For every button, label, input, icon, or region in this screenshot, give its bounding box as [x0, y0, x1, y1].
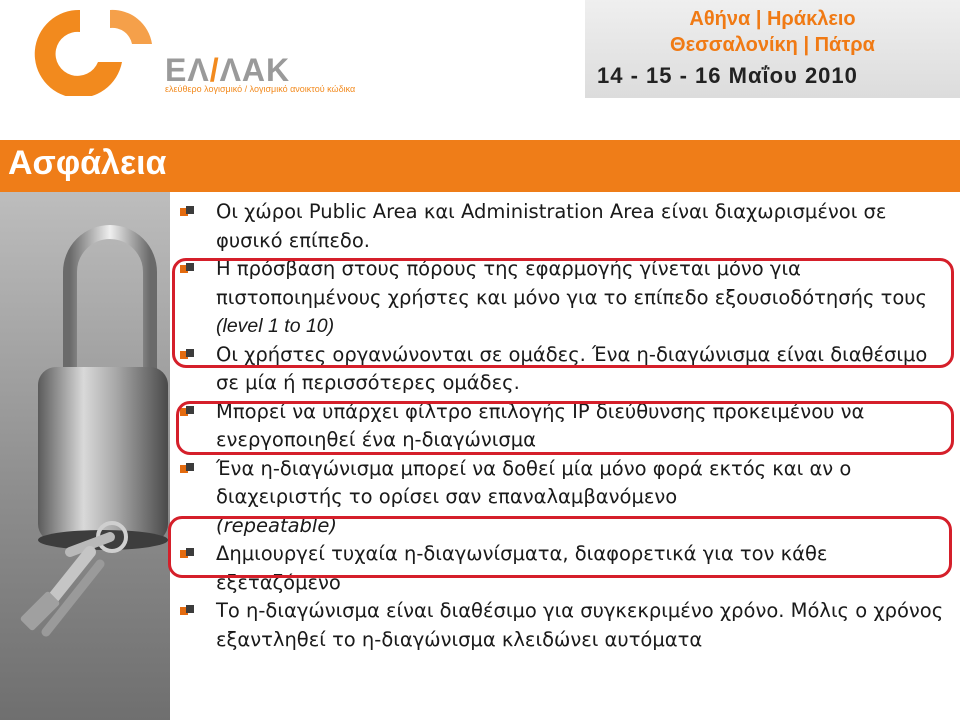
bullet-item: Η πρόσβαση στους πόρους της εφαρμογής γίνεται μόνο για πιστοποιημένους χρήστες και μόνο για το επίπεδο εξουσιοδότησής τους (level 1 to 10) [180, 255, 956, 341]
bullet-item: Ένα η-διαγώνισμα μπορεί να δοθεί μία μόνο φορά εκτός και αν ο διαχειριστής το ορίσει σαν επαναλαμβανόμενο (repeatable) [180, 455, 956, 541]
logo-wordmark: ΕΛ/ΛΑΚ [165, 52, 291, 88]
bullet-item: Δημιουργεί τυχαία η-διαγωνίσματα, διαφορετικά για τον κάθε εξεταζόμενο [180, 540, 956, 597]
event-info-box [585, 0, 960, 98]
highlight-box-groups [176, 401, 954, 455]
bullet-subnote: (repeatable) [216, 513, 337, 537]
padlock-image [0, 192, 175, 720]
event-cities-line1: Αθήνα | Ηράκλειο [689, 8, 856, 30]
event-cities-line2: Θεσσαλονίκη | Πάτρα [670, 34, 875, 56]
highlight-box-access [172, 258, 954, 368]
bullet-item: Μπορεί να υπάρχει φίλτρο επιλογής IP διεύθυνσης προκειμένου να ενεργοποιηθεί ένα η-διαγώνισμα [180, 398, 956, 455]
bullet-item: Οι χώροι Public Area και Administration Area είναι διαχωρισμένοι σε φυσικό επίπεδο. [180, 198, 956, 255]
highlight-box-repeatable [168, 516, 952, 578]
bullet-icon [180, 463, 196, 475]
logo-tagline: ελεύθερο λογισμικό / λογισμικό ανοικτού κώδικα [165, 84, 356, 94]
event-dates: 14 - 15 - 16 Μαΐου 2010 [597, 63, 858, 88]
bullet-item: Το η-διαγώνισμα είναι διαθέσιμο για συγκεκριμένο χρόνο. Μόλις ο χρόνος εξαντληθεί το η-διαγώνισμα κλειδώνει αυτόματα [180, 597, 956, 654]
bullet-subnote: (level 1 to 10) [216, 315, 335, 337]
bullet-icon [180, 605, 196, 617]
title-bar [0, 140, 960, 192]
logo-swirl-icon [10, 4, 160, 96]
bullet-icon [180, 206, 196, 218]
slide-title: Ασφάλεια [8, 144, 167, 182]
bullet-item: Οι χρήστες οργανώνονται σε ομάδες. Ένα η-διαγώνισμα είναι διαθέσιμο σε μία ή περισσότερες ομάδες. [180, 341, 956, 398]
slide-header [0, 0, 960, 98]
